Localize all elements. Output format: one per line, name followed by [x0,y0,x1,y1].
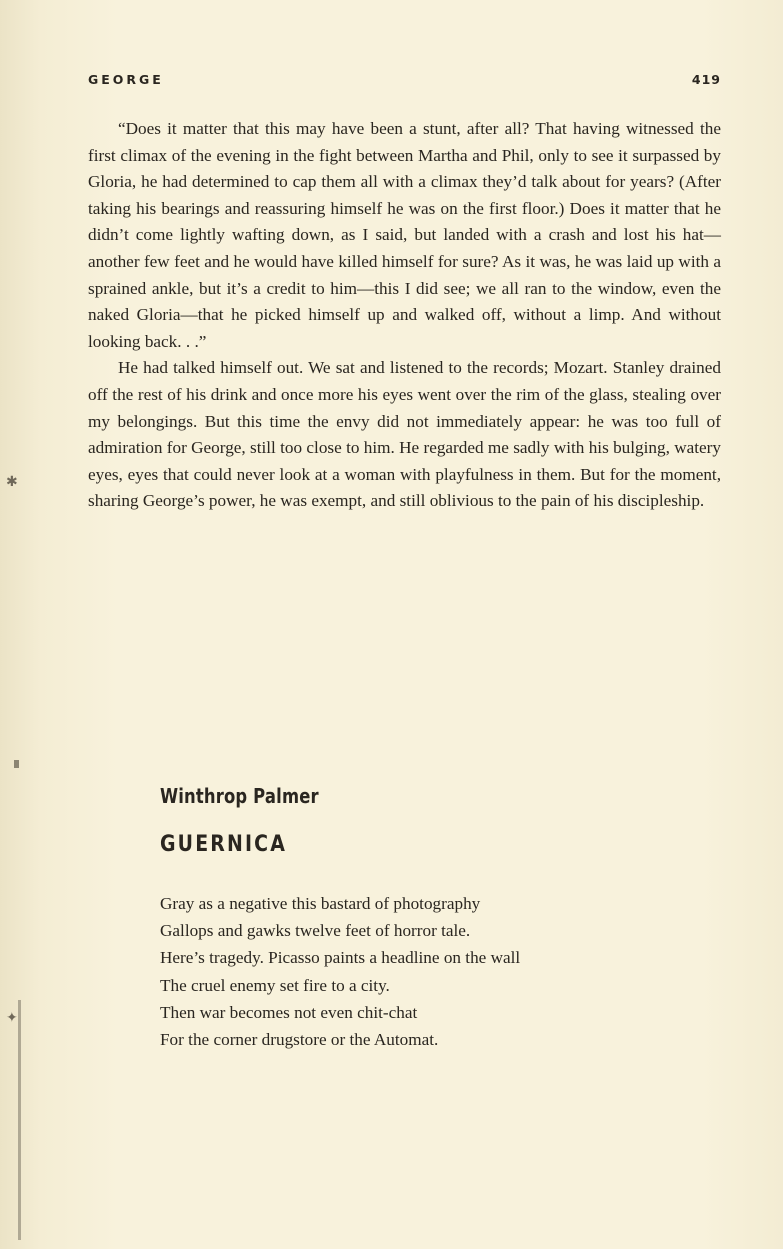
binding-speck: ✱ [6,475,18,490]
poem-line: Gallops and gawks twelve feet of horror tale. [160,921,471,941]
running-title: GEORGE [88,72,164,87]
page-number: 419 [691,72,721,87]
binding-edge-mark [18,1000,21,1240]
poem-author: Winthrop Palmer [160,784,319,808]
poem-line: Then war becomes not even chit-chat [160,1002,418,1022]
prose-body [88,116,721,515]
poem-line: Here’s tragedy. Picasso paints a headline on the wall [160,948,521,968]
binding-edge-mark [14,760,19,768]
poem-line: For the corner drugstore or the Automat. [160,1030,439,1050]
paragraph: “Does it matter that this may have been a stunt, after all? That having witnessed the first climax of the evening in the fight between Martha and Phil, only to see it surpassed by Gloria, he had determined to cap them all with a climax they’d talk about for years? (After taking his bearings and reassuring himself he was on the first floor.) Does it matter that he didn’t come lightly wafting down, as I said, but landed with a crash and lost his hat—another few feet and he would have killed himself for sure? As it was, he was laid up with a sprained ankle, but it’s a credit to him—this I did see; we all ran to the window, even the naked Gloria—that he picked himself up and walked off, without a limp. And without looking back. . .” [88,119,721,351]
poem-line: The cruel enemy set fire to a city. [160,975,390,995]
binding-speck: ✦ [6,1011,18,1026]
poem-title: GUERNICA [160,832,287,857]
poem-body [160,890,720,1053]
poem-line: Gray as a negative this bastard of photography [160,894,481,913]
paragraph: He had talked himself out. We sat and listened to the records; Mozart. Stanley drained off the rest of his drink and once more his eyes went over the rim of the glass, stealing over my belongings. But this time the envy did not immediately appear: he was too full of admiration for George, still too close to him. He regarded me sadly with his bulging, watery eyes, eyes that could never look at a woman with playfulness in them. But for the moment, sharing George’s power, he was exempt, and still oblivious to the pain of his discipleship. [88,358,721,511]
running-head [88,72,721,87]
